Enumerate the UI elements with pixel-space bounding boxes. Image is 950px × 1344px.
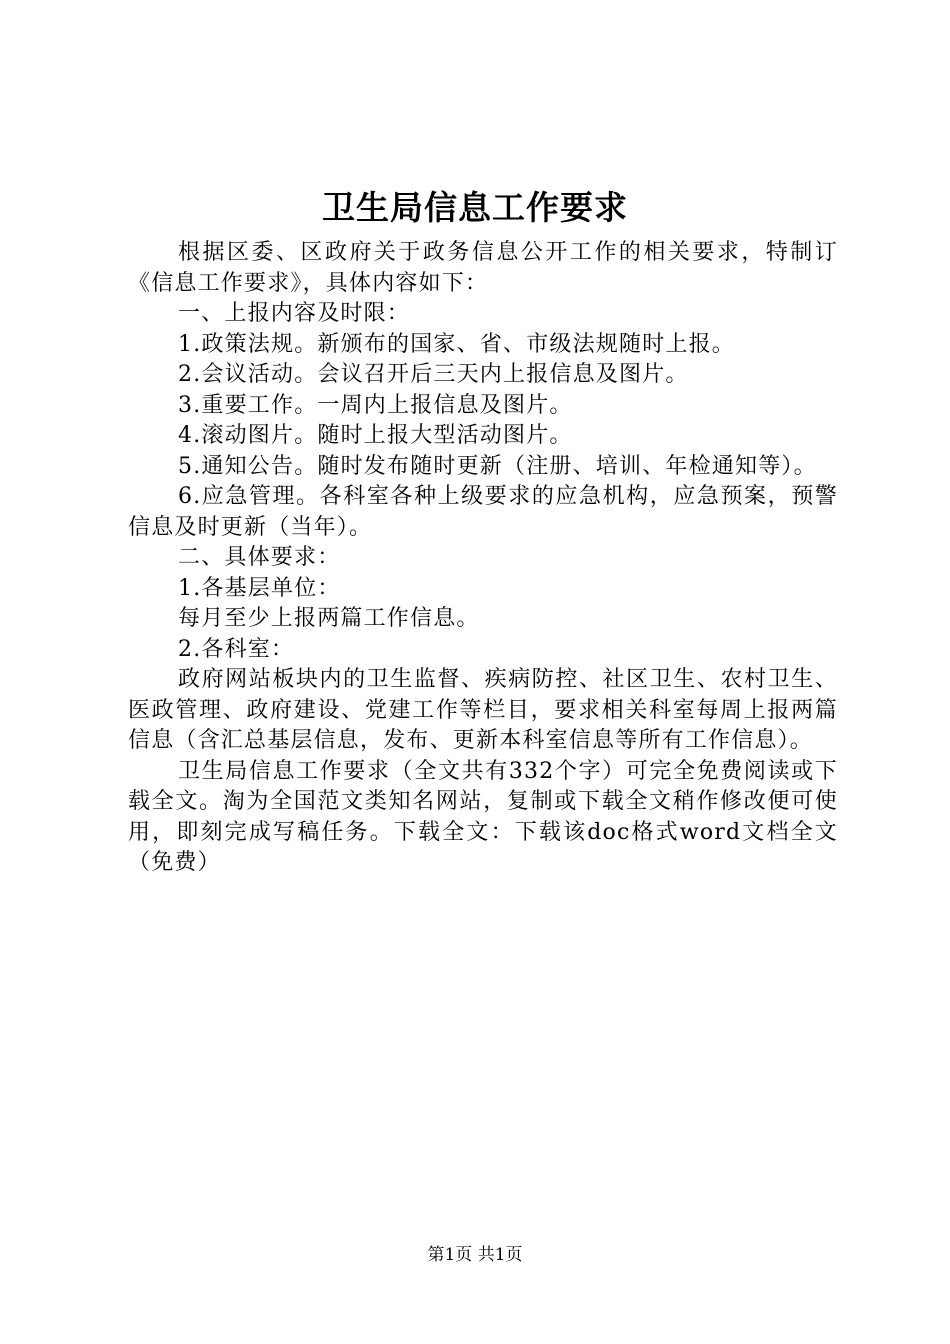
list-item-detail: 政府网站板块内的卫生监督、疾病防控、社区卫生、农村卫生、医政管理、政府建设、党建工作等栏目，要求相关科室每周上报两篇信息（含汇总基层信息，发布、更新本科室信息等所有工作信息）。 [128,667,838,753]
list-item: 3.重要工作。一周内上报信息及图片。 [178,392,573,418]
list-item: 1.政策法规。新颁布的国家、省、市级法规随时上报。 [178,331,735,357]
paragraph-intro: 根据区委、区政府关于政务信息公开工作的相关要求，特制订《信息工作要求》，具体内容如下： [128,240,838,296]
list-item: 5.通知公告。随时发布随时更新（注册、培训、年检通知等）。 [178,453,817,479]
list-item: 2.会议活动。会议召开后三天内上报信息及图片。 [178,362,689,387]
list-item-detail: 每月至少上报两篇工作信息。 [178,606,480,631]
page-title: 卫生局信息工作要求 [322,188,628,227]
list-item: 1.各基层单位： [178,575,341,601]
section-heading-requirements: 二、具体要求： [178,545,341,570]
section-heading-reporting: 一、上报内容及时限： [178,301,411,326]
list-item: 4.滚动图片。随时上报大型活动图片。 [178,423,573,448]
list-item: 2.各科室： [178,636,295,662]
paragraph-closing: 卫生局信息工作要求（全文共有332个字）可完全免费阅读或下载全文。淘为全国范文类知名网站，复制或下载全文稍作修改便可使用，即刻完成写稿任务。下载全文：下载该doc格式word文档全文（免费） [128,758,838,875]
list-item: 6.应急管理。各科室各种上级要求的应急机构，应急预案，预警信息及时更新（当年）。 [128,484,838,540]
page-footer: 第1页 共1页 [427,1245,523,1265]
document-body [128,238,838,879]
